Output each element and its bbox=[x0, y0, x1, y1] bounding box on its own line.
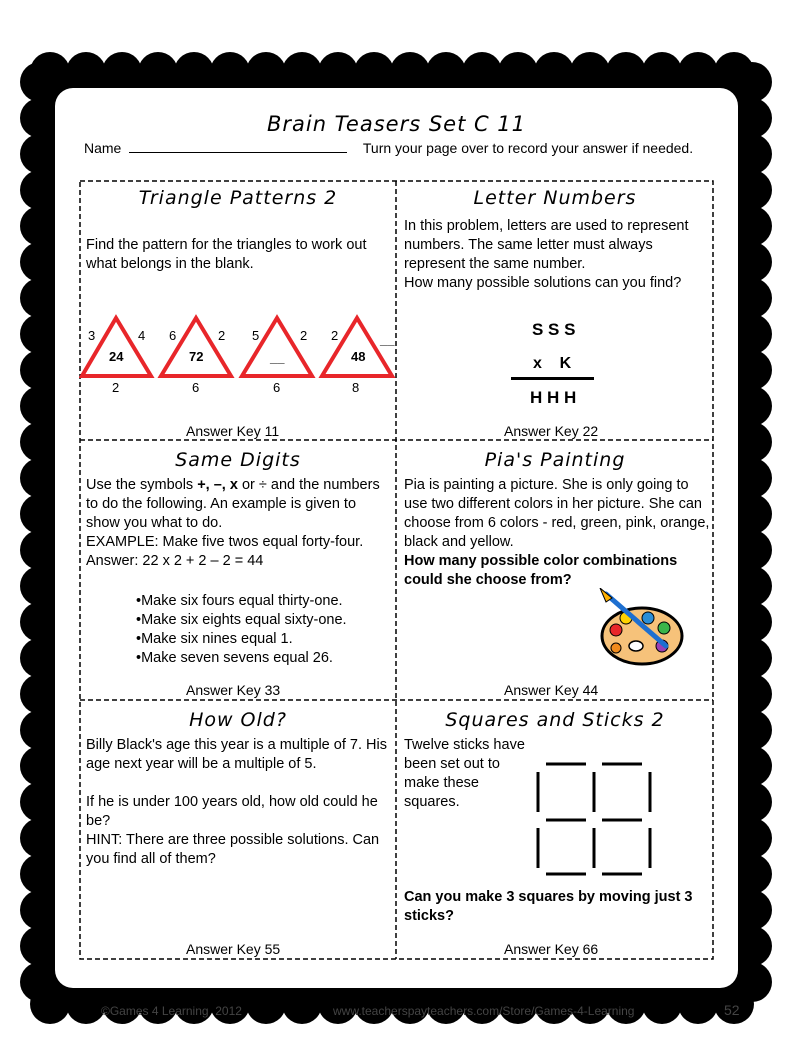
footer-copyright: ©Games 4 Learning 2012 bbox=[101, 1004, 242, 1018]
how-old-text bbox=[86, 736, 392, 869]
t3-center-blank: __ bbox=[270, 350, 285, 365]
sticks-squares-figure bbox=[530, 760, 660, 876]
t2-right: 2 bbox=[218, 328, 226, 343]
squares-sticks-title: Squares and Sticks 2 bbox=[445, 709, 665, 731]
list-item: •Make seven sevens equal 26. bbox=[136, 650, 333, 666]
how-old-text-3: HINT: There are three possible solutions. Can you find all of them? bbox=[86, 832, 380, 867]
answer-key-33: Answer Key 33 bbox=[186, 682, 281, 698]
list-item: •Make six nines equal 1. bbox=[136, 631, 293, 647]
pias-painting-question: How many possible color combinations could she choose from? bbox=[404, 553, 678, 588]
instruction-text: Turn your page over to record your answer if needed. bbox=[362, 140, 694, 156]
t2-bottom: 6 bbox=[192, 380, 200, 395]
triangle-2 bbox=[161, 318, 231, 376]
t3-left: 5 bbox=[252, 328, 260, 343]
t1-bottom: 2 bbox=[112, 380, 120, 395]
t1-left: 3 bbox=[88, 328, 96, 343]
name-field[interactable] bbox=[129, 140, 347, 153]
triangle-1 bbox=[82, 318, 151, 376]
answer-key-22: Answer Key 22 bbox=[504, 423, 599, 439]
t3-right: 2 bbox=[300, 328, 308, 343]
equation-rule bbox=[511, 377, 594, 380]
same-digits-example: EXAMPLE: Make five twos equal forty-four. bbox=[86, 534, 364, 550]
equation-line-1: S S S bbox=[532, 320, 576, 339]
t2-center: 72 bbox=[189, 349, 204, 364]
page-title: Brain Teasers Set C 11 bbox=[266, 112, 527, 136]
t4-center: 48 bbox=[351, 349, 366, 364]
t3-bottom: 6 bbox=[273, 380, 281, 395]
triangle-3 bbox=[242, 318, 312, 376]
paint-palette-icon bbox=[596, 588, 692, 668]
how-old-text-2: If he is under 100 years old, how old could he be? bbox=[86, 794, 378, 829]
triangle-4 bbox=[322, 318, 395, 376]
t4-bottom: 8 bbox=[352, 380, 360, 395]
footer-url[interactable]: www.teacherspayteachers.com/Store/Games-4-Learning bbox=[333, 1004, 635, 1018]
letter-numbers-title: Letter Numbers bbox=[473, 187, 637, 209]
answer-key-66: Answer Key 66 bbox=[504, 941, 599, 957]
triangle-patterns-text: Find the pattern for the triangles to work out what belongs in the blank. bbox=[86, 237, 367, 272]
same-digits-list bbox=[136, 592, 347, 668]
letter-numbers-desc: In this problem, letters are used to represent numbers. The same letter must always represent the same number. bbox=[404, 218, 689, 272]
t2-left: 6 bbox=[169, 328, 177, 343]
t4-right-blank: __ bbox=[380, 332, 395, 347]
letter-numbers-question: How many possible solutions can you find? bbox=[404, 275, 682, 291]
same-digits-title: Same Digits bbox=[175, 449, 301, 471]
name-row bbox=[84, 140, 693, 156]
answer-key-11: Answer Key 11 bbox=[186, 423, 280, 439]
triangle-patterns-title: Triangle Patterns 2 bbox=[138, 187, 338, 209]
answer-key-55: Answer Key 55 bbox=[186, 941, 281, 957]
same-digits-text bbox=[86, 476, 392, 571]
same-digits-text-a: Use the symbols bbox=[86, 477, 194, 493]
letter-numbers-text bbox=[404, 217, 710, 293]
same-digits-symbols: +, –, x bbox=[197, 477, 238, 493]
equation-line-3: H H H bbox=[530, 388, 577, 407]
how-old-text-1: Billy Black's age this year is a multiple of 7. His age next year will be a multiple of 5. bbox=[86, 737, 387, 772]
pias-painting-desc: Pia is painting a picture. She is only going to use two different colors in her picture. She can choose from 6 colors - red, green, pink, orange, black and yellow. bbox=[404, 477, 710, 550]
pias-painting-title: Pia's Painting bbox=[484, 449, 626, 471]
list-item: •Make six eights equal sixty-one. bbox=[136, 612, 347, 628]
answer-key-44: Answer Key 44 bbox=[504, 682, 599, 698]
same-digits-answer-line: Answer: 22 x 2 + 2 – 2 = 44 bbox=[86, 553, 264, 569]
how-old-title: How Old? bbox=[189, 709, 287, 731]
t1-right: 4 bbox=[138, 328, 146, 343]
squares-sticks-question: Can you make 3 squares by moving just 3 sticks? bbox=[404, 889, 693, 924]
squares-sticks-text: Twelve sticks have been set out to make these squares. bbox=[404, 737, 525, 810]
equation-line-2: x K bbox=[533, 355, 572, 372]
t1-center: 24 bbox=[109, 349, 124, 364]
list-item: •Make six fours equal thirty-one. bbox=[136, 593, 343, 609]
pias-painting-text bbox=[404, 476, 710, 590]
t4-left: 2 bbox=[331, 328, 339, 343]
page-number: 52 bbox=[724, 1002, 740, 1018]
name-label: Name bbox=[84, 140, 122, 156]
same-digits-text-b: or ÷ and the numbers to do the following. An example is given to show you what to do. bbox=[86, 477, 380, 531]
